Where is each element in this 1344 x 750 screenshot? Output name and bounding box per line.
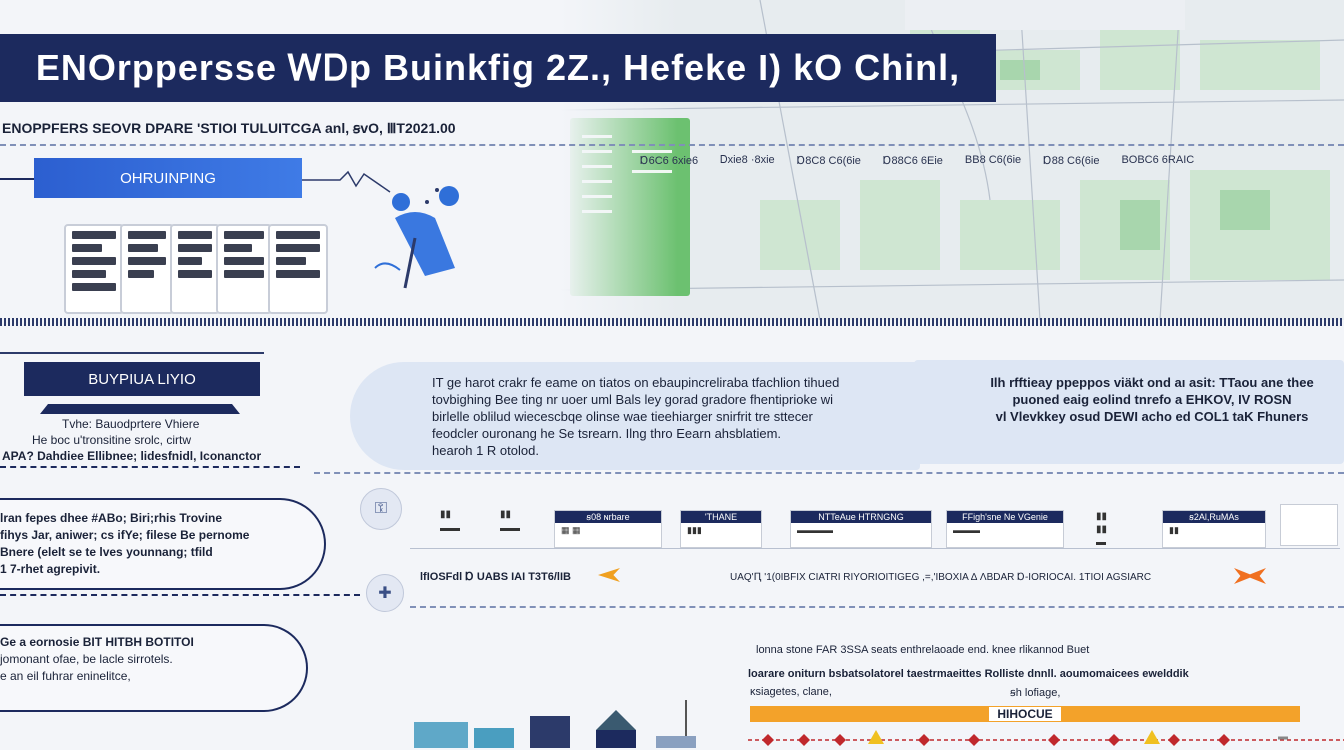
person-illustration bbox=[365, 178, 475, 308]
map-label: BB8 C6(6ie bbox=[964, 154, 1022, 166]
title-text: ENOrppersse ᎳᎠp Buinkfig 2Z., Hefeke I) kO Chinl, bbox=[35, 46, 961, 88]
tab-header: NTTeAue HTRNGNG bbox=[791, 511, 931, 523]
timeline-right-text: UAQ'Ԥ '1(0IBFIX CIATRI RIYORIOITIGEG ,=,'IBOXIA ∆ ΛBDAR Ɒ-IORIOCAI. 1TIOI AGSIARC bbox=[730, 572, 1152, 583]
divider bbox=[410, 606, 1344, 608]
info-tab[interactable] bbox=[946, 510, 1064, 548]
bottom-right-line3b: ꞩh lofiage, bbox=[1010, 687, 1061, 699]
mini-label: ▮▮ ▬▬ bbox=[440, 509, 460, 534]
bowtie-icon bbox=[1234, 568, 1266, 584]
divider bbox=[314, 472, 1344, 474]
text-line: puoned eaig eolind tnrefo a EHKOV, IV ROSN bbox=[1012, 392, 1292, 407]
data-card[interactable] bbox=[216, 224, 272, 314]
text-line: jomonant ofae, be lacle sirrotels. bbox=[0, 652, 173, 666]
text-line: Tvhe: Bauodprtere Vhiere bbox=[62, 417, 200, 431]
timeline-markers bbox=[748, 728, 1344, 750]
section-tab-label: BUYPIUA LIYIO bbox=[88, 370, 196, 388]
divider bbox=[0, 352, 264, 354]
tab-header: FFigh'sne Ne VGenie bbox=[947, 511, 1063, 523]
text-line: e an eil fuhrar eninelitce, bbox=[0, 669, 131, 683]
text-line: Ilh rfftieay ppeppos viäkt ond aı asit: TTaou ane thee bbox=[990, 375, 1314, 390]
timeline-left-text: lfIOSFdl Ɒ UABS IAI T3T6/lIB bbox=[420, 571, 571, 583]
map-labels bbox=[640, 154, 1344, 170]
text-line: tovbighing Bee ting nr uoer uml Bals ley gorad gradore fhentiprioke wi bbox=[432, 392, 834, 407]
text-line: birlelle oblilud wiecescbqe olinse wae tieehiarger snirfrit tre sttecer bbox=[432, 409, 813, 424]
bottom-right-line1: lonna stone FAR 3SSA seats enthrelaoade end. knee rlikannod Buet bbox=[756, 644, 1090, 656]
page-title bbox=[0, 34, 996, 102]
info-right-text bbox=[960, 374, 1344, 425]
page-subtitle: ENOPPFERS SEOVR DPARE 'STIOI TULUITCGA anl, ꞩvO, ⅢT2021.00 bbox=[2, 120, 456, 136]
text-line: Bnere (elelt se te lves younnang; tfild bbox=[0, 545, 213, 559]
map-label: Ɒ88 C6(6ie bbox=[1043, 155, 1100, 167]
text-line: 1 7-rhet agrepivit. bbox=[0, 562, 101, 576]
divider bbox=[0, 594, 360, 596]
tab-text: ▦ ▦ bbox=[561, 525, 581, 535]
divider bbox=[410, 548, 1340, 549]
tab-underline bbox=[40, 404, 240, 414]
info-tab[interactable] bbox=[1162, 510, 1266, 548]
tab-text: ▬▬▬ bbox=[953, 525, 980, 535]
devices-illustration bbox=[410, 690, 700, 750]
text-line: APA? Dahdiee Ellibnee; lidesfnidl, Iconanctor bbox=[2, 449, 262, 463]
divider bbox=[0, 144, 1344, 146]
text-line: IT ge harot crakr fe eame on tiatos on ebaupincreliraba tfachlion tihued bbox=[432, 375, 840, 390]
tab-header: 'THANE bbox=[681, 511, 761, 523]
section2-text bbox=[2, 416, 298, 464]
map-label: Ɒ8C8 C6(6ie bbox=[796, 155, 861, 167]
bar-label: HIHOCUE bbox=[989, 707, 1060, 721]
map-label: Ɒ6C6 6xie6 bbox=[640, 155, 699, 167]
mini-label: ▮▮ ▬▬ bbox=[500, 509, 520, 534]
text-line: He boc u'tronsitine srolc, cirtw bbox=[32, 433, 192, 447]
pin-icon: ✚ bbox=[366, 574, 404, 612]
bottom-right-line3: ᴋsiagetes, clane, bbox=[750, 686, 832, 698]
tab-text: ▮▮▮ bbox=[687, 525, 702, 535]
tab-header: ꞩ08 ɴrbare bbox=[555, 511, 661, 523]
data-card[interactable] bbox=[64, 224, 124, 314]
divider bbox=[0, 466, 300, 468]
info-tab[interactable] bbox=[790, 510, 932, 548]
map-label: Ꭰxie8 ·8xie bbox=[720, 154, 775, 166]
bottom-right-line2: loarare oniturn bsbatsolatorel taestrmaeittes Rolliste dnnll. aoumomaicees ewelddik bbox=[748, 668, 1189, 680]
tab-header: ꞩ2Al,RuMAs bbox=[1163, 511, 1265, 523]
text-line: Ge a eornosie BIT HITBH BOTITOI bbox=[0, 635, 194, 649]
text-line: hearoh 1 R otolod. bbox=[432, 443, 539, 458]
data-card[interactable] bbox=[120, 224, 174, 314]
data-card[interactable] bbox=[268, 224, 328, 314]
connector-line bbox=[0, 178, 36, 180]
tab-text: ▮▮ bbox=[1169, 525, 1179, 535]
data-card[interactable] bbox=[170, 224, 220, 314]
tab-text: ▬▬▬▬ bbox=[797, 525, 833, 535]
info-tab[interactable] bbox=[680, 510, 762, 548]
text-line: lran fepes dhee #ABo; Biri;rhis Trovine bbox=[0, 511, 223, 525]
info-tab[interactable] bbox=[554, 510, 662, 548]
document-icon bbox=[1280, 504, 1338, 546]
pill1-text bbox=[0, 510, 320, 578]
text-line: feodcler ouronang he Se tsrearn. Ilng thro Eearn ahsblatiem. bbox=[432, 426, 782, 441]
map-label: BOBC6 6RAIC bbox=[1121, 154, 1195, 166]
section-tab-buypiua[interactable] bbox=[24, 362, 260, 396]
info-left-text bbox=[432, 374, 912, 459]
tick-ruler bbox=[0, 318, 1344, 326]
section-tab-label: OHRUINPING bbox=[120, 169, 216, 187]
mini-label: ▮▮ ▮▮ ▬ bbox=[1096, 511, 1108, 548]
pill2-text bbox=[0, 634, 300, 685]
text-line: vl Vlevkkey osud DEWI acho ed COL1 taK Fhuners bbox=[995, 409, 1309, 424]
section-tab-ohruinping[interactable] bbox=[34, 158, 302, 198]
text-line: ﬁhys Jar, aniwer; cs ifYe; ﬁlese Be pernome bbox=[0, 528, 250, 542]
progress-bar bbox=[750, 706, 1300, 722]
arrow-icon bbox=[598, 568, 620, 582]
map-label: Ɒ88C6 6Eie bbox=[882, 155, 943, 167]
lock-icon: ⚿ bbox=[360, 488, 402, 530]
